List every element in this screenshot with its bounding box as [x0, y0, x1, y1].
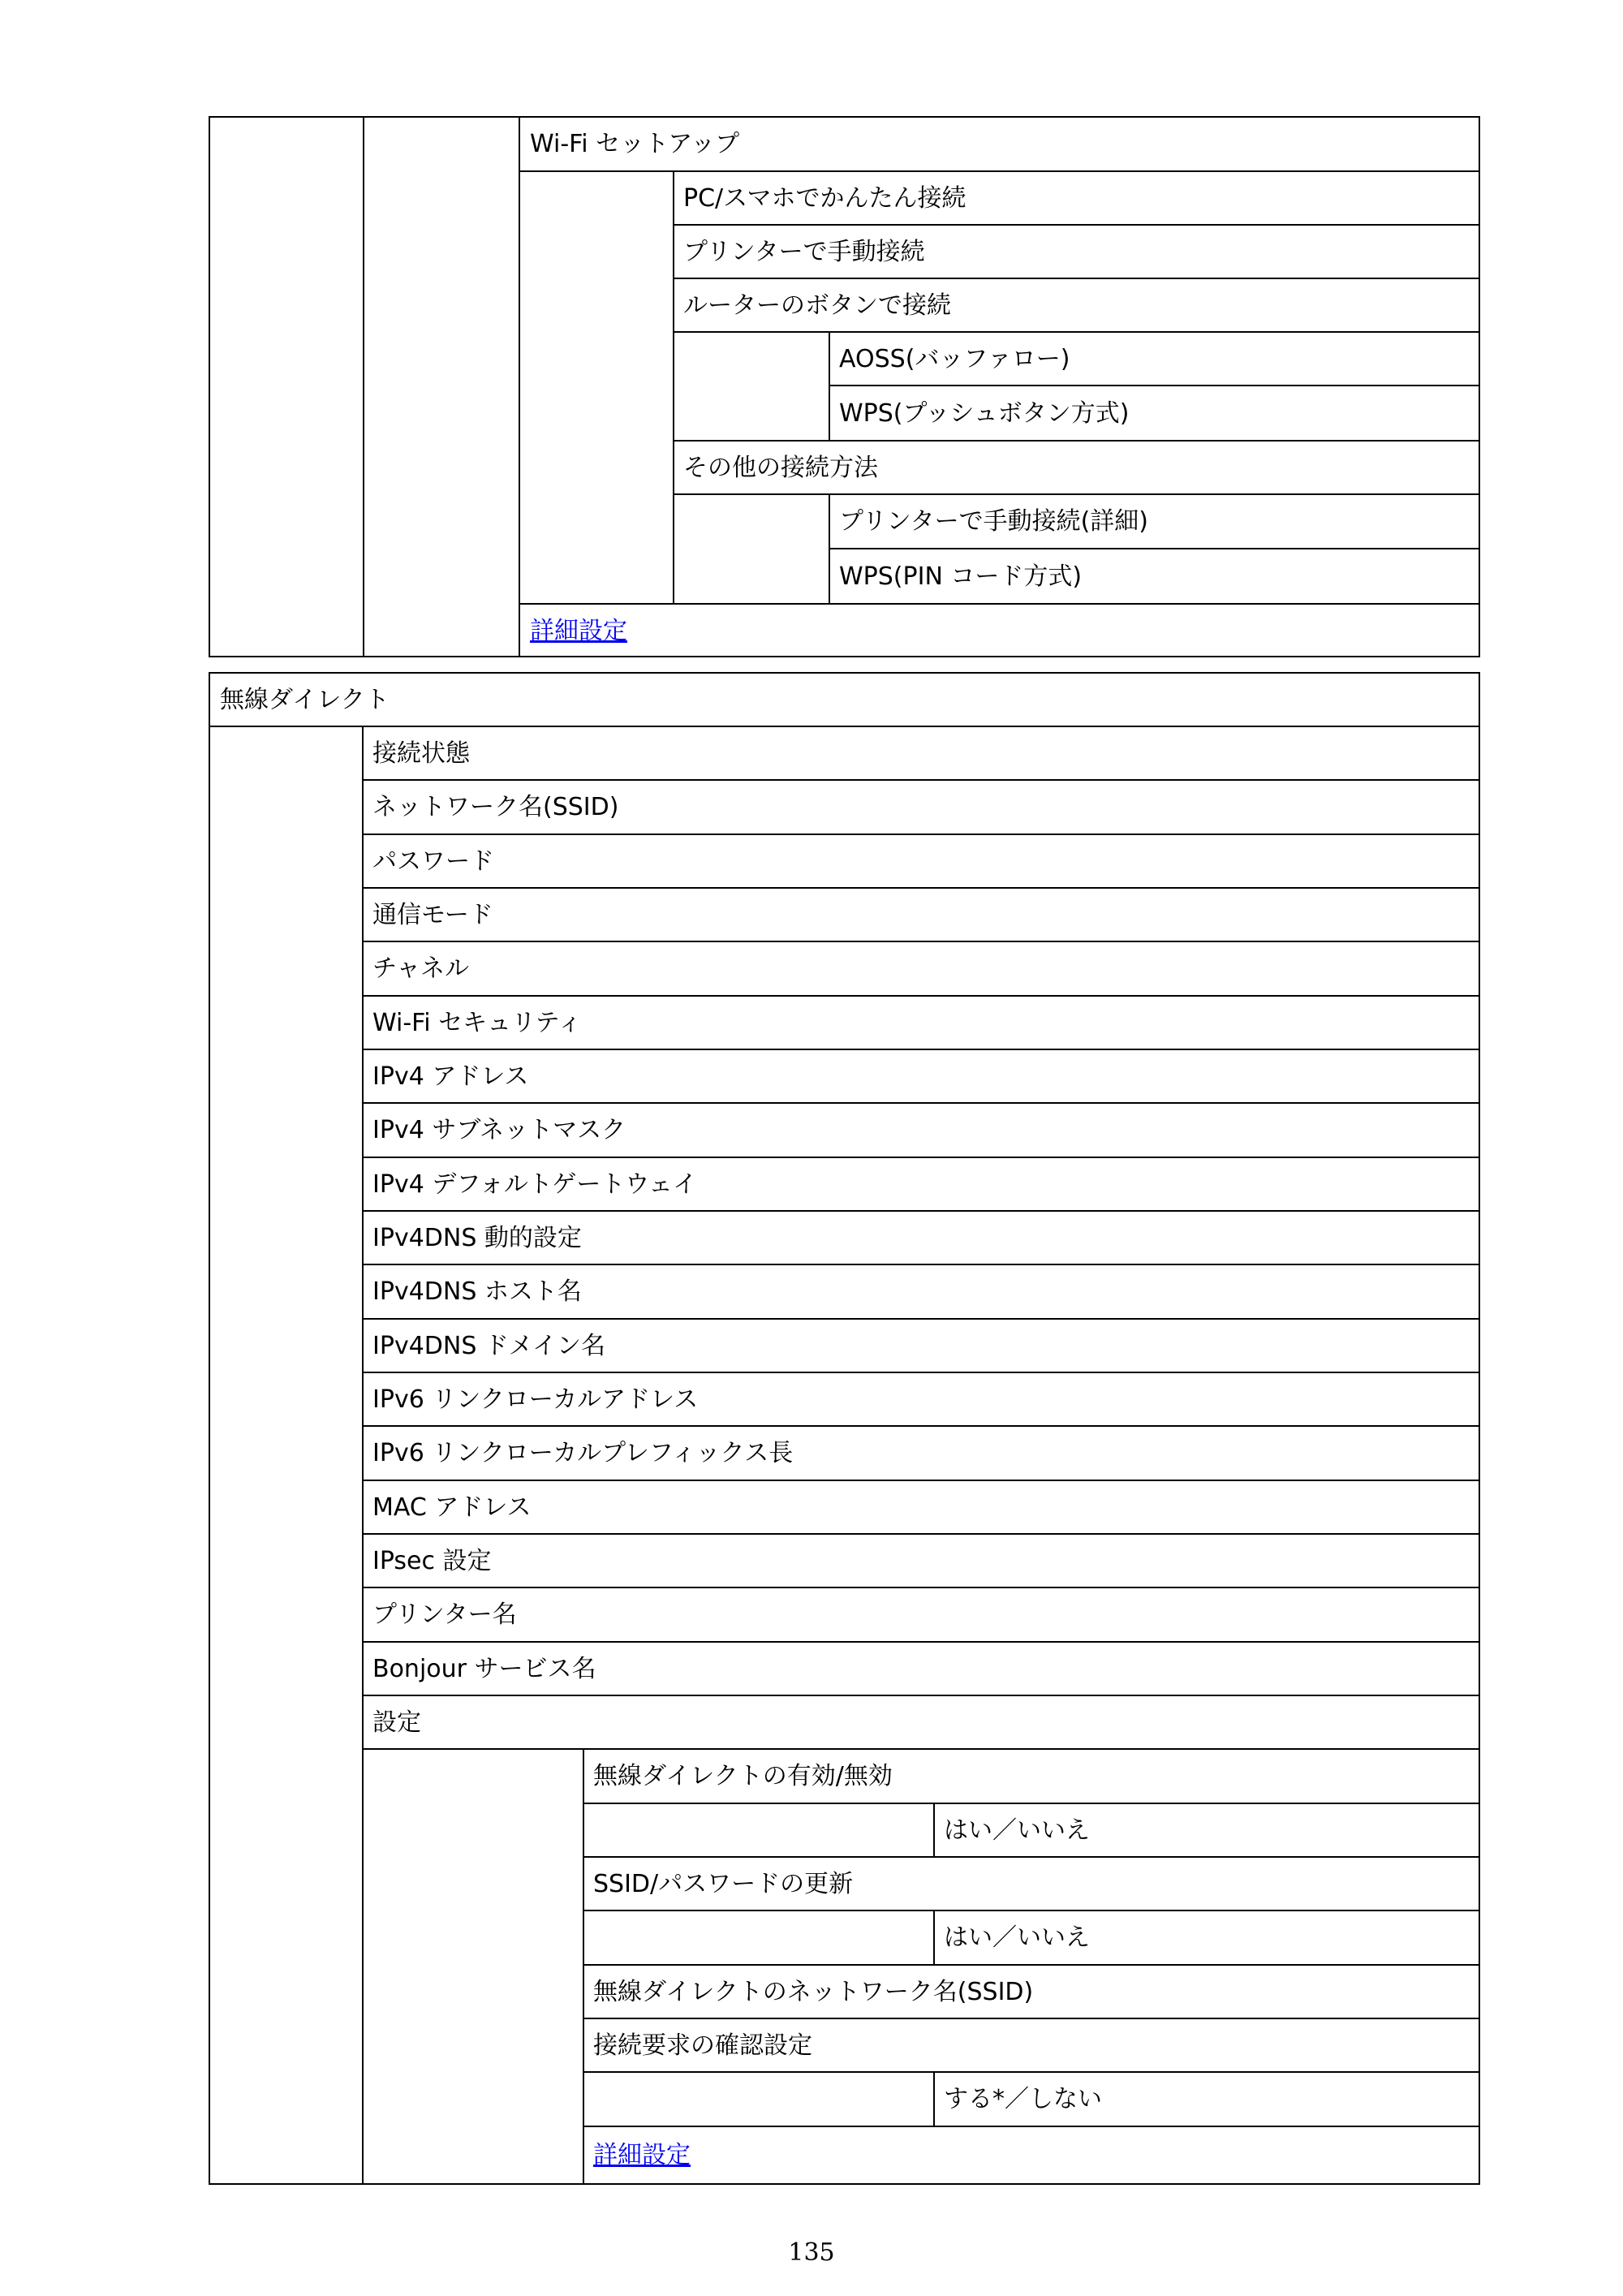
table-cell-empty [209, 726, 364, 2185]
table-row [583, 1748, 1480, 1804]
table-row [519, 116, 1480, 172]
table-row [362, 941, 1480, 997]
list-item: IPv4DNS ドメイン名 [372, 1332, 606, 1360]
table-cell-empty [673, 331, 830, 442]
table-row [829, 548, 1480, 605]
table-row [673, 440, 1480, 495]
list-item: IPsec 設定 [372, 1547, 492, 1575]
table-row [933, 1910, 1480, 1966]
table-row [362, 1372, 1480, 1427]
table-row [673, 278, 1480, 333]
network-name-setting-label: 無線ダイレクトのネットワーク名(SSID) [593, 1978, 1034, 2006]
list-item: IPv4DNS 動的設定 [372, 1224, 582, 1252]
table-row [362, 995, 1480, 1050]
other-methods-label: その他の接続方法 [683, 454, 878, 482]
table-row [583, 2126, 1480, 2185]
table-cell-empty [583, 2071, 935, 2127]
table-cell-empty [583, 1910, 935, 1966]
table-row [362, 887, 1480, 942]
wps-pin-label: WPS(PIN コード方式) [839, 562, 1083, 591]
easy-connect-label: PC/スマホでかんたん接続 [683, 184, 966, 213]
list-item: プリンター名 [372, 1600, 517, 1629]
list-item: IPv4 アドレス [372, 1062, 529, 1091]
table-row [362, 1641, 1480, 1696]
table-row [362, 1318, 1480, 1373]
table-header [209, 672, 1480, 727]
table-row [362, 1264, 1480, 1320]
table-row [673, 170, 1480, 226]
table-row [362, 1533, 1480, 1588]
table-row [519, 603, 1480, 657]
table-cell-empty [583, 1803, 935, 1858]
wireless-direct-title: 無線ダイレクト [220, 686, 390, 714]
table-row [583, 1964, 1480, 2019]
advanced-settings-link[interactable]: 詳細設定 [593, 2141, 691, 2169]
table-row [673, 224, 1480, 279]
table-row [362, 834, 1480, 889]
table-row [362, 1695, 1480, 1750]
list-item: Bonjour サービス名 [372, 1655, 596, 1683]
confirm-options: する*／しない [944, 2085, 1102, 2113]
table-cell-empty [519, 170, 674, 605]
list-item: パスワード [372, 847, 494, 876]
list-item: IPv6 リンクローカルアドレス [372, 1385, 699, 1414]
wps-push-label: WPS(プッシュボタン方式) [839, 399, 1130, 428]
enable-options: はい／いいえ [944, 1816, 1090, 1845]
table-row [583, 2018, 1480, 2073]
table-row [362, 1102, 1480, 1158]
table-row [362, 1049, 1480, 1104]
table-row [829, 385, 1480, 442]
table-row [933, 1803, 1480, 1858]
table-cell-empty [209, 116, 364, 657]
manual-detail-label: プリンターで手動接続(詳細) [839, 507, 1149, 536]
wifi-setup-label: Wi-Fi セットアップ [530, 130, 740, 158]
update-setting-label: SSID/パスワードの更新 [593, 1870, 854, 1898]
table-row [829, 331, 1480, 386]
page-number: 135 [788, 2238, 835, 2267]
list-item: 接続状態 [372, 739, 470, 768]
list-item: IPv4 デフォルトゲートウェイ [372, 1170, 698, 1199]
table-cell-empty [362, 1748, 584, 2185]
list-item: IPv4 サブネットマスク [372, 1116, 626, 1144]
list-item: ネットワーク名(SSID) [372, 793, 619, 821]
list-item: IPv4DNS ホスト名 [372, 1277, 582, 1306]
list-item: Wi-Fi セキュリティ [372, 1009, 583, 1037]
aoss-label: AOSS(バッファロー) [839, 345, 1070, 373]
list-item: MAC アドレス [372, 1493, 532, 1522]
table-cell-empty [363, 116, 520, 657]
table-row [362, 1157, 1480, 1212]
table-row [362, 779, 1480, 835]
table-row [362, 726, 1480, 781]
list-item: チャネル [372, 954, 470, 983]
router-button-label: ルーターのボタンで接続 [683, 291, 951, 320]
table-row [362, 1425, 1480, 1481]
enable-setting-label: 無線ダイレクトの有効/無効 [593, 1762, 893, 1790]
list-item: 通信モード [372, 901, 493, 929]
confirm-setting-label: 接続要求の確認設定 [593, 2031, 812, 2060]
table-row [362, 1587, 1480, 1643]
table-row [362, 1210, 1480, 1265]
table-row [583, 1856, 1480, 1911]
manual-connect-label: プリンターで手動接続 [683, 238, 925, 266]
table-cell-empty [673, 493, 830, 605]
advanced-settings-link[interactable]: 詳細設定 [530, 617, 627, 645]
list-item: IPv6 リンクローカルプレフィックス長 [372, 1439, 794, 1467]
list-item: 設定 [372, 1708, 421, 1737]
table-row [933, 2071, 1480, 2127]
table-row [829, 493, 1480, 549]
table-row [362, 1480, 1480, 1535]
update-options: はい／いいえ [944, 1923, 1090, 1952]
